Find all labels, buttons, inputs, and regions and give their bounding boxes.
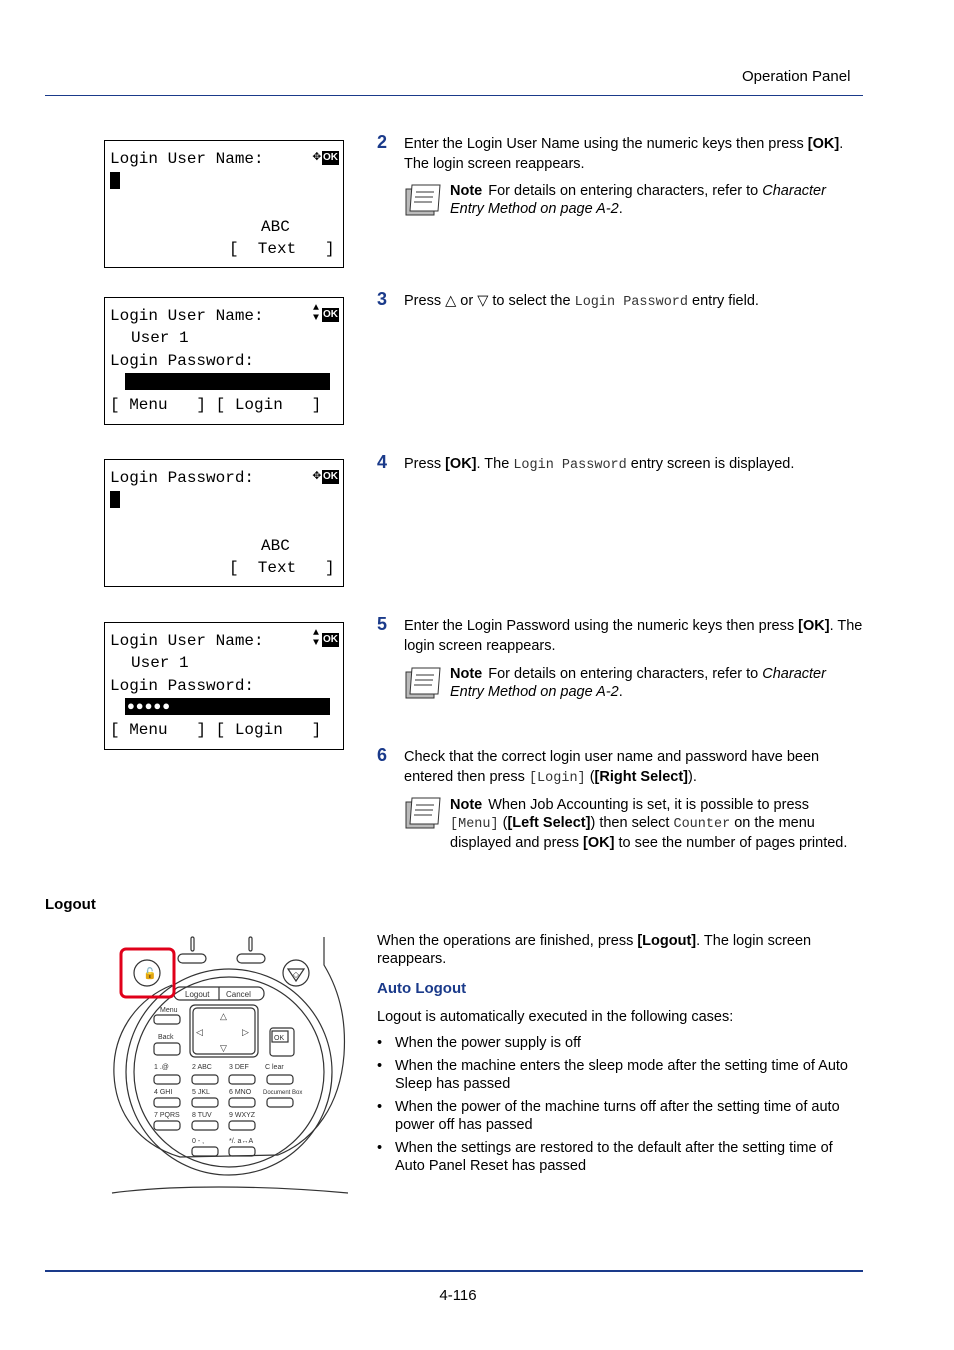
auto-logout-intro: Logout is automatically executed in the following cases: (377, 1009, 734, 1025)
step-number: 5 (377, 614, 388, 634)
key-label: 5 JKL (192, 1089, 210, 1096)
lock-icon: 🔓 (143, 968, 157, 980)
cross-arrows-icon: ✥ (312, 149, 321, 165)
ok-key-label: OK (274, 1035, 285, 1042)
left-arrow-icon: ◁ (196, 1027, 203, 1037)
list-item: • When the power supply is off (377, 1034, 862, 1052)
step-text: Check that the correct login user name and password have been entered then press [Login] ([Right Select]). (404, 749, 820, 786)
note-icon (404, 666, 442, 700)
note-text: Note For details on entering characters, refer to Character Entry Method on page A-2. (450, 666, 826, 700)
auto-logout-heading: Auto Logout (377, 980, 467, 997)
operation-panel-illustration (110, 935, 350, 1200)
lcd-softkey-label: [ Menu ] [ Login ] (110, 721, 322, 739)
lcd-line: User 1 (131, 654, 189, 672)
note-text: Note For details on entering characters, refer to Character Entry Method on page A-2. (450, 183, 826, 217)
password-field (125, 698, 330, 715)
step-number: 3 (377, 289, 388, 309)
lcd-line: ABC (261, 218, 290, 236)
key-label: 3 DEF (229, 1064, 249, 1071)
lcd-softkey-label: [ Text ] (229, 559, 335, 577)
text-cursor (110, 491, 120, 508)
back-key-label: Back (158, 1034, 174, 1041)
step-number: 2 (377, 132, 388, 152)
step-text: Press △ or ▽ to select the Login Password entry field. (404, 293, 759, 310)
list-item: • When the machine enters the sleep mode after the setting time of Auto Sleep has passed (377, 1057, 862, 1093)
down-arrow-icon: ▽ (220, 1043, 227, 1053)
key-label: 0 - , (192, 1138, 205, 1145)
lcd-line: Login Password: (110, 352, 255, 370)
key-label: 6 MNO (229, 1089, 252, 1096)
ok-icon: OK (323, 634, 338, 645)
lcd-line: Login Password: (110, 469, 255, 487)
password-dots: ●●●●● (127, 699, 172, 714)
logout-key-label: Logout (185, 990, 210, 999)
menu-key-label: Menu (160, 1007, 178, 1014)
password-field (125, 373, 330, 390)
lcd-line: ABC (261, 537, 290, 555)
step-number: 6 (377, 745, 388, 765)
lcd-screen-login-password (104, 459, 344, 587)
cross-arrows-icon: ✥ (312, 468, 321, 484)
lcd-line: Login User Name: (110, 307, 264, 325)
key-label: 7 PQRS (154, 1112, 180, 1119)
note-icon (404, 183, 442, 217)
list-item: • When the settings are restored to the default after the setting time of Auto Panel Reset has passed (377, 1139, 862, 1175)
lcd-softkey-label: [ Text ] (229, 240, 335, 258)
step-text: Enter the Login User Name using the numeric keys then press [OK]. The login screen reappears. (404, 136, 844, 172)
stop-icon: ◇ (292, 970, 300, 979)
note-text: Note When Job Accounting is set, it is possible to press [Menu] ([Left Select]) then select Counter on the menu displayed and press [OK] to see the number of pages printed. (450, 797, 848, 851)
header-rule (45, 95, 863, 96)
cancel-key-label: Cancel (226, 990, 251, 999)
section-title-logout: Logout (45, 896, 96, 913)
lcd-softkey-label: [ Menu ] [ Login ] (110, 396, 322, 414)
note-icon (404, 796, 442, 830)
docbox-key-label: Document Box (263, 1090, 303, 1096)
step-number: 4 (377, 452, 388, 472)
auto-logout-list (377, 1034, 862, 1180)
clear-key-label: C lear (265, 1064, 284, 1071)
key-label: 9 WXYZ (229, 1112, 256, 1119)
ok-icon: OK (323, 471, 338, 482)
up-down-arrows-icon: ▲ ▼ (312, 628, 319, 649)
ok-icon: OK (323, 309, 338, 320)
key-label: 2 ABC (192, 1064, 212, 1071)
footer-rule (45, 1270, 863, 1272)
logout-intro: When the operations are finished, press [Logout]. The login screen reappears. (377, 933, 812, 967)
header-section-title: Operation Panel (742, 68, 851, 85)
lcd-line: Login User Name: (110, 632, 264, 650)
lcd-screen-login-user-name (104, 140, 344, 268)
up-down-arrows-icon: ▲ ▼ (312, 303, 319, 324)
list-item: • When the power of the machine turns off after the setting time of auto power off has passed (377, 1098, 862, 1134)
key-label: 1 .@ (154, 1064, 169, 1071)
ok-icon: OK (323, 152, 338, 163)
step-text: Press [OK]. The Login Password entry screen is displayed. (404, 456, 795, 473)
lcd-screen-login (104, 297, 344, 425)
lcd-screen-login-filled (104, 622, 344, 750)
right-arrow-icon: ▷ (242, 1027, 249, 1037)
lcd-line: Login User Name: (110, 150, 264, 168)
text-cursor (110, 172, 120, 189)
page-number: 4-116 (439, 1287, 477, 1304)
key-label: 4 GHI (154, 1089, 173, 1096)
step-text: Enter the Login Password using the numeric keys then press [OK]. The login screen reappears. (404, 618, 863, 654)
key-label: */. a↔A (229, 1138, 254, 1145)
lcd-line: User 1 (131, 329, 189, 347)
key-label: 8 TUV (192, 1112, 212, 1119)
up-arrow-icon: △ (220, 1011, 227, 1021)
lcd-line: Login Password: (110, 677, 255, 695)
